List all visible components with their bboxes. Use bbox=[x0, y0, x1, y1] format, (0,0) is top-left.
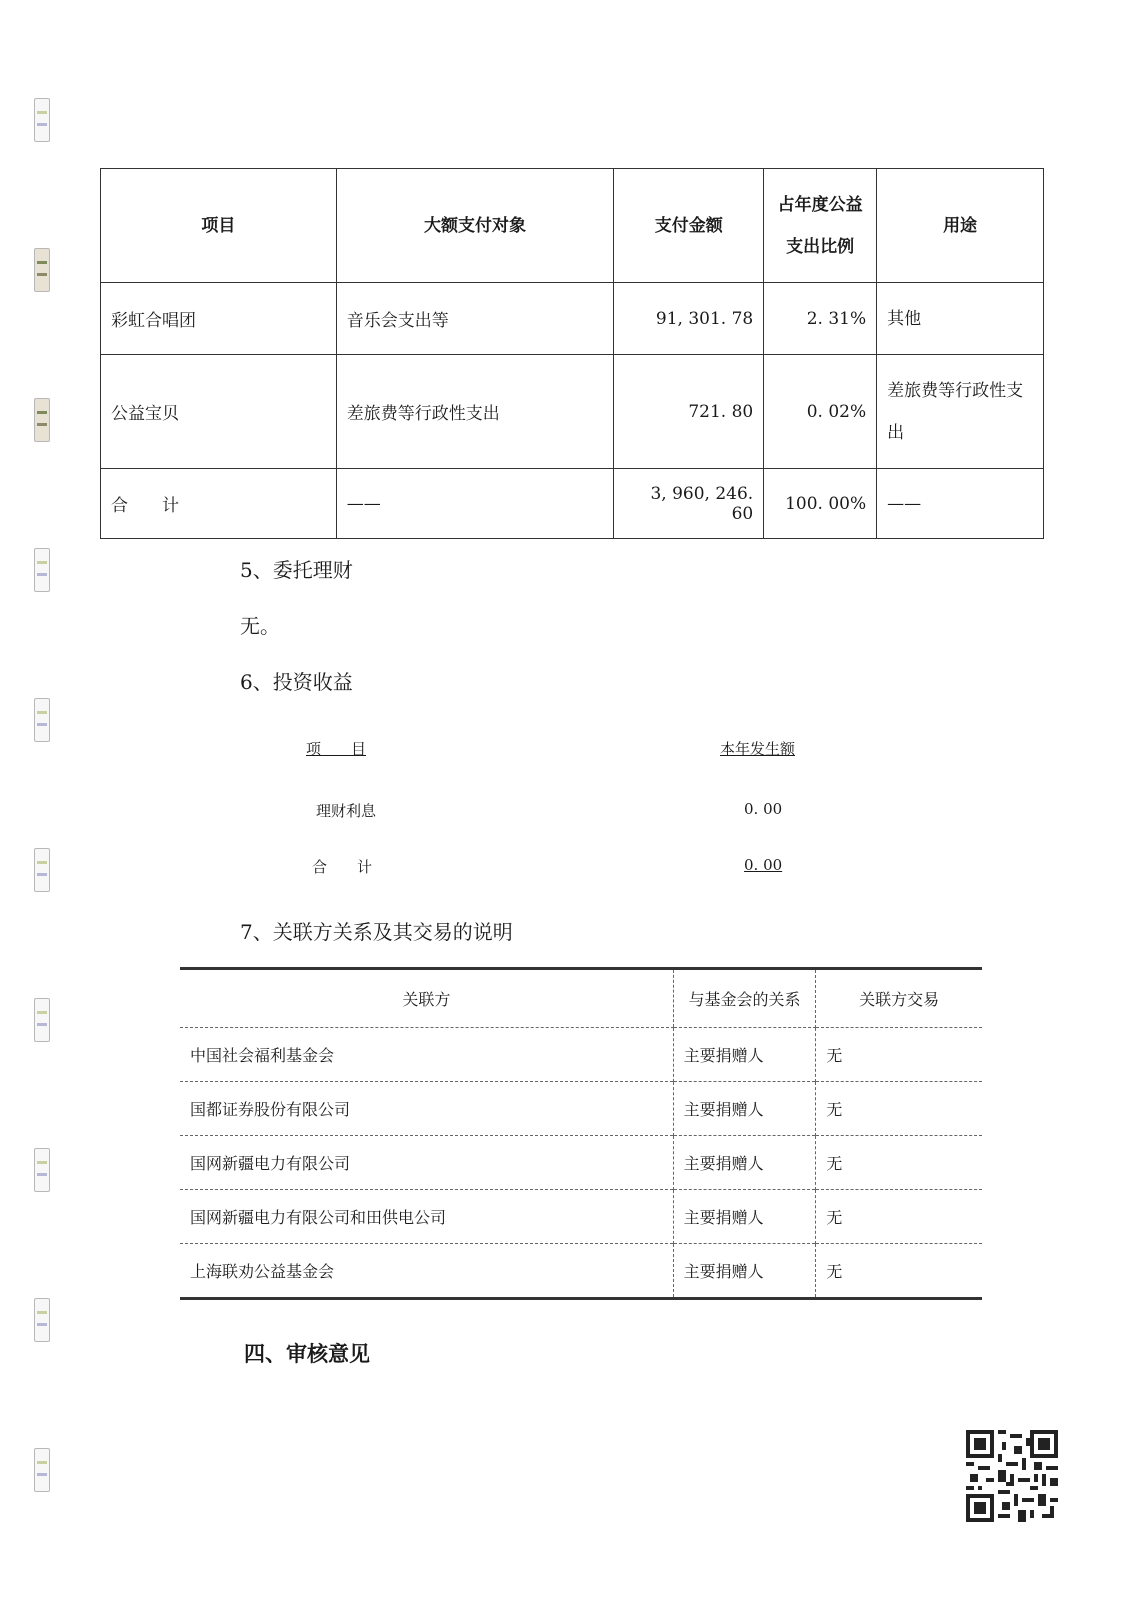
binding-mark bbox=[34, 398, 50, 442]
cell-amount: 3, 960, 246. 60 bbox=[614, 469, 764, 539]
header-amount: 支付金额 bbox=[614, 169, 764, 283]
cell-ratio: 0. 02% bbox=[764, 355, 877, 469]
table-row bbox=[180, 1136, 982, 1190]
cell-usage: 差旅费等行政性支出 bbox=[877, 355, 1044, 469]
cell-party: 中国社会福利基金会 bbox=[190, 1046, 335, 1065]
cell-party: 国网新疆电力有限公司 bbox=[180, 1136, 673, 1190]
header-party: 关联方 bbox=[180, 969, 673, 1028]
investment-row-item: 理财利息 bbox=[316, 802, 377, 820]
cell-payee: —— bbox=[336, 469, 614, 539]
binding-mark bbox=[34, 1448, 50, 1492]
cell-relation: 主要捐赠人 bbox=[673, 1082, 816, 1136]
related-party-table bbox=[180, 967, 982, 1300]
header-ratio bbox=[764, 169, 877, 283]
section5-title: 5、委托理财 bbox=[240, 558, 353, 582]
header-payee: 大额支付对象 bbox=[336, 169, 614, 283]
investment-row-amount: 0. 00 bbox=[744, 800, 783, 818]
cell-item: 彩虹合唱团 bbox=[101, 283, 337, 355]
header-relation: 与基金会的关系 bbox=[673, 969, 816, 1028]
header-ratio-line1: 占年度公益 bbox=[777, 194, 863, 215]
cell-transaction: 无 bbox=[816, 1082, 982, 1136]
cell-ratio: 100. 00% bbox=[764, 469, 877, 539]
section6-title: 6、投资收益 bbox=[240, 670, 353, 694]
header-item: 项目 bbox=[101, 169, 337, 283]
table-row bbox=[180, 1244, 982, 1299]
header-ratio-line2: 支出比例 bbox=[786, 236, 855, 257]
section4-heading: 四、审核意见 bbox=[244, 1341, 370, 1366]
cell-item: 合 计 bbox=[101, 469, 337, 539]
table-total-row bbox=[101, 469, 1044, 539]
binding-mark bbox=[34, 248, 50, 292]
table-row bbox=[101, 355, 1044, 469]
cell-party: 国网新疆电力有限公司和田供电公司 bbox=[180, 1190, 673, 1244]
investment-total-amount: 0. 00 bbox=[744, 856, 783, 874]
binding-mark bbox=[34, 1298, 50, 1342]
section5-content: 无。 bbox=[240, 614, 280, 638]
binding-marks bbox=[34, 0, 50, 1600]
cell-relation: 主要捐赠人 bbox=[673, 1190, 816, 1244]
cell-amount: 91, 301. 78 bbox=[614, 283, 764, 355]
cell-relation: 主要捐赠人 bbox=[673, 1028, 816, 1082]
cell-transaction: 无 bbox=[816, 1136, 982, 1190]
cell-amount: 721. 80 bbox=[614, 355, 764, 469]
binding-mark bbox=[34, 698, 50, 742]
related-party-header-row bbox=[180, 969, 982, 1028]
header-transaction: 关联方交易 bbox=[816, 969, 982, 1028]
cell-usage: —— bbox=[877, 469, 1044, 539]
table-row bbox=[180, 1082, 982, 1136]
cell-item: 公益宝贝 bbox=[101, 355, 337, 469]
table-header-row bbox=[101, 169, 1044, 283]
cell-payee: 音乐会支出等 bbox=[336, 283, 614, 355]
cell-party: 上海联劝公益基金会 bbox=[180, 1244, 673, 1299]
section7-title: 7、关联方关系及其交易的说明 bbox=[240, 920, 513, 944]
header-usage: 用途 bbox=[877, 169, 1044, 283]
qr-code-icon bbox=[966, 1430, 1058, 1522]
investment-total-item: 合 计 bbox=[312, 858, 373, 876]
cell-relation: 主要捐赠人 bbox=[673, 1244, 816, 1299]
binding-mark bbox=[34, 548, 50, 592]
large-payment-table bbox=[100, 168, 1044, 539]
binding-mark bbox=[34, 98, 50, 142]
cell-payee: 差旅费等行政性支出 bbox=[336, 355, 614, 469]
cell-transaction: 无 bbox=[816, 1244, 982, 1299]
binding-mark bbox=[34, 1148, 50, 1192]
investment-col-item: 项 目 bbox=[306, 740, 367, 758]
cell-ratio: 2. 31% bbox=[764, 283, 877, 355]
table-row bbox=[180, 1028, 982, 1082]
table-row bbox=[101, 283, 1044, 355]
investment-col-amount: 本年发生额 bbox=[720, 740, 796, 758]
cell-usage: 其他 bbox=[877, 283, 1044, 355]
binding-mark bbox=[34, 998, 50, 1042]
binding-mark bbox=[34, 848, 50, 892]
cell-relation: 主要捐赠人 bbox=[673, 1136, 816, 1190]
table-row bbox=[180, 1190, 982, 1244]
cell-transaction: 无 bbox=[826, 1046, 843, 1065]
cell-transaction: 无 bbox=[816, 1190, 982, 1244]
cell-party: 国都证券股份有限公司 bbox=[180, 1082, 673, 1136]
